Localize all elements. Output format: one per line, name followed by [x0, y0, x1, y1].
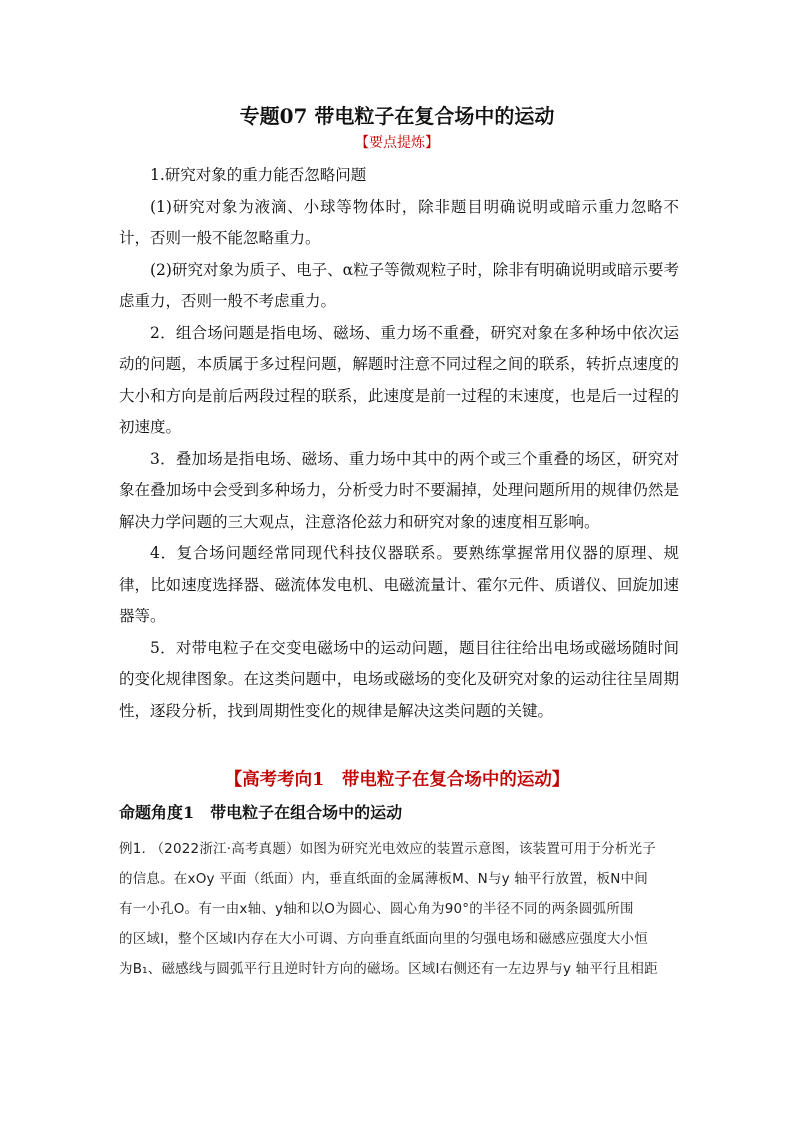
example-line: 例1. （2022浙江·高考真题）如图为研究光电效应的装置示意图，该装置可用于分析光子 [119, 841, 656, 857]
example-line: 的信息。在xOy 平面（纸面）内，垂直纸面的金属薄板M、N与y 轴平行放置，板N中间 [119, 871, 648, 887]
example-line: 的区域Ⅰ，整个区域Ⅰ内存在大小可调、方向垂直纸面向里的匀强电场和磁感应强度大小恒 [119, 931, 648, 947]
point-paragraph: (1)研究对象为液滴、小球等物体时，除非题目明确说明或暗示重力忽略不计，否则一般不能忽略重力。 [119, 197, 679, 247]
angle-heading: 命题角度1 带电粒子在组合场中的运动 [119, 803, 403, 822]
section-subtitle: 【要点提炼】 [355, 135, 439, 151]
key-points-body [119, 160, 679, 727]
point-paragraph: 5．对带电粒子在交变电磁场中的运动问题，题目往往给出电场或磁场随时间的变化规律图象。在这类问题中，电场或磁场的变化及研究对象的运动往往呈周期性，逐段分析，找到周期性变化的规律是解决这类问题的关键。 [119, 638, 679, 720]
point-paragraph: (2)研究对象为质子、电子、α粒子等微观粒子时，除非有明确说明或暗示要考虑重力，否则一般不考虑重力。 [119, 260, 679, 310]
section-heading: 【高考考向1 带电粒子在复合场中的运动】 [224, 770, 570, 790]
example-line: 为B₁、磁感线与圆弧平行且逆时针方向的磁场。区域Ⅰ右侧还有一左边界与y 轴平行且相距 [119, 961, 658, 977]
point-paragraph: 2．组合场问题是指电场、磁场、重力场不重叠，研究对象在多种场中依次运动的问题，本质属于多过程问题，解题时注意不同过程之间的联系，转折点速度的大小和方向是前后两段过程的联系，此速度是前一过程的末速度，也是后一过程的初速度。 [119, 323, 679, 436]
point-heading: 1.研究对象的重力能否忽略问题 [150, 166, 367, 184]
point-paragraph: 3．叠加场是指电场、磁场、重力场中其中的两个或三个重叠的场区，研究对象在叠加场中会受到多种场力，分析受力时不要漏掉，处理问题所用的规律仍然是解决力学问题的三大观点，注意洛伦兹力和研究对象的速度相互影响。 [119, 449, 679, 531]
point-paragraph: 4．复合场问题经常同现代科技仪器联系。要熟练掌握常用仪器的原理、规律，比如速度选择器、磁流体发电机、电磁流量计、霍尔元件、质谱仪、回旋加速器等。 [119, 544, 679, 625]
example-line: 有一小孔O。有一由x轴、y轴和以O为圆心、圆心角为90°的半径不同的两条圆弧所围 [119, 901, 634, 917]
document-title: 专题07 带电粒子在复合场中的运动 [239, 104, 555, 128]
example-block [119, 834, 679, 984]
